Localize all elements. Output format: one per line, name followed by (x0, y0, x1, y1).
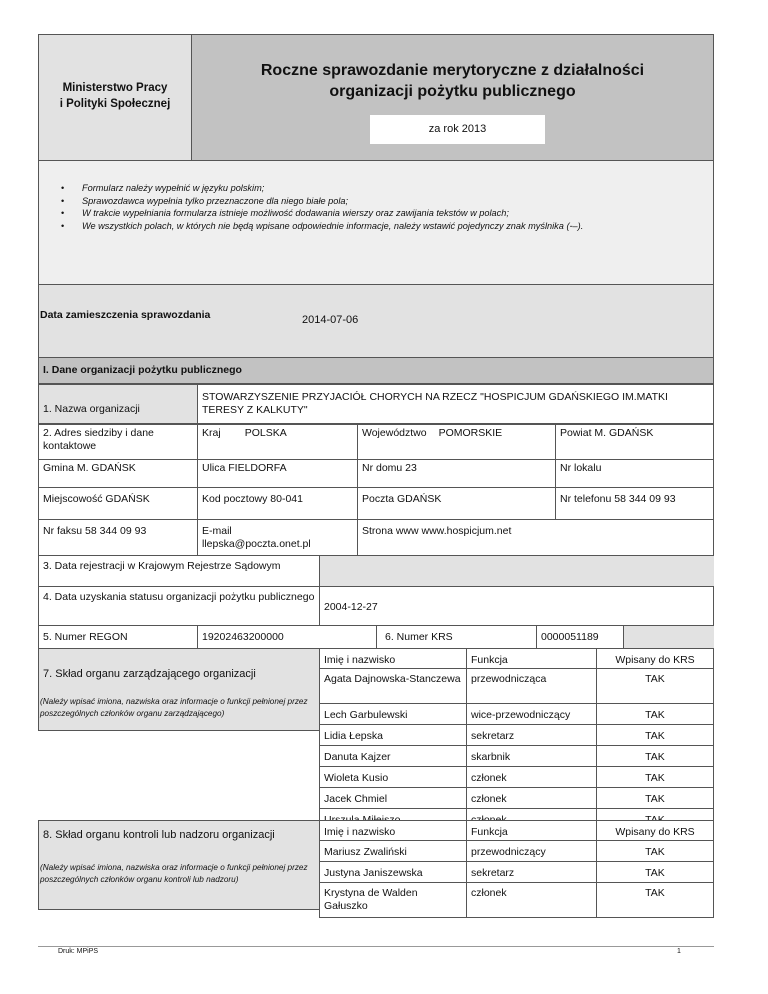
table-cell-krs[interactable]: TAK (596, 882, 714, 918)
org-name-value[interactable]: STOWARZYSZENIE PRZYJACIÓŁ CHORYCH NA RZECZ "HOSPICJUM GDAŃSKIEGO IM.MATKI TERESY Z KALKUTY" (197, 384, 714, 424)
table-cell-role[interactable]: przewodniczący (466, 840, 597, 862)
table-cell-krs[interactable]: TAK (596, 787, 714, 809)
table-cell-name[interactable]: Jacek Chmiel (319, 787, 467, 809)
krs-number-value[interactable]: 0000051189 (536, 625, 624, 649)
street-field[interactable]: Ulica FIELDORFA (197, 459, 358, 488)
regon-value[interactable]: 19202463200000 (197, 625, 377, 649)
table-header-cell: Wpisany do KRS (596, 648, 714, 669)
krs-number-label: 6. Numer KRS (376, 625, 537, 649)
table-cell-krs[interactable]: TAK (596, 745, 714, 767)
instructions-list (39, 182, 709, 232)
table-cell-krs[interactable]: TAK (596, 840, 714, 862)
table-cell-name[interactable]: Mariusz Zwaliński (319, 840, 467, 862)
commune-field[interactable]: Gmina M. GDAŃSK (38, 459, 198, 488)
publication-box (38, 284, 714, 358)
table-cell-role[interactable]: członek (466, 882, 597, 918)
opp-status-value[interactable]: 2004-12-27 (319, 586, 714, 626)
supervision-note: (Należy wpisać imiona, nazwiska oraz informacje o funkcji pełnionej przez poszczególnych członków organu kontroli lub nadzoru) (40, 863, 308, 884)
board-note: (Należy wpisać imiona, nazwiska oraz informacje o funkcji pełnionej przez poszczególnych członków organu zarządzającego) (40, 697, 308, 718)
table-header-cell: Wpisany do KRS (596, 820, 714, 841)
instruction-item: • We wszystkich polach, w których nie będą wpisane odpowiednie informacje, należy wstawić pojedynczy znak myślnika (-–). (39, 220, 709, 233)
table-cell-krs[interactable]: TAK (596, 703, 714, 725)
address-label: 2. Adres siedziby i dane kontaktowe (38, 424, 198, 460)
table-cell-name[interactable]: Danuta Kajzer (319, 745, 467, 767)
table-cell-role[interactable]: sekretarz (466, 724, 597, 746)
footer-rule (38, 946, 714, 947)
county-field[interactable]: Powiat M. GDAŃSK (555, 424, 714, 460)
table-header-cell: Funkcja (466, 648, 597, 669)
website-field[interactable]: Strona www www.hospicjum.net (357, 519, 714, 556)
table-cell-name[interactable]: Wioleta Kusio (319, 766, 467, 788)
phone-field[interactable]: Nr telefonu 58 344 09 93 (555, 487, 714, 520)
org-name-label: 1. Nazwa organizacji (38, 384, 198, 424)
table-cell-role[interactable]: przewodnicząca (466, 668, 597, 704)
report-title: Roczne sprawozdanie merytoryczne z działalności organizacji pożytku publicznego (260, 62, 645, 100)
country-field[interactable]: Kraj POLSKA (197, 424, 358, 460)
table-cell-krs[interactable]: TAK (596, 766, 714, 788)
section-1-title: I. Dane organizacji pożytku publicznego (38, 357, 714, 384)
table-cell-role[interactable]: sekretarz (466, 861, 597, 883)
table-cell-name[interactable]: Krystyna de Walden Gałuszko (319, 882, 467, 918)
table-cell-role[interactable]: skarbnik (466, 745, 597, 767)
board-label: 7. Skład organu zarządzającego organizacji (43, 668, 256, 680)
ministry-name: Ministerstwo Pracy i Polityki Społecznej (59, 82, 171, 110)
supervision-label: 8. Skład organu kontroli lub nadzoru organizacji (43, 829, 275, 841)
publication-date-label: Data zamieszczenia sprawozdania (40, 309, 211, 321)
table-cell-name[interactable]: Lech Garbulewski (319, 703, 467, 725)
table-cell-krs[interactable]: TAK (596, 668, 714, 704)
apartment-number-field[interactable]: Nr lokalu (555, 459, 714, 488)
report-year-field[interactable]: za rok 2013 (370, 115, 545, 144)
table-cell-name[interactable]: Justyna Janiszewska (319, 861, 467, 883)
table-cell-role[interactable]: wice-przewodniczący (466, 703, 597, 725)
page-number: 1 (677, 948, 681, 955)
instruction-item: • W trakcie wypełniania formularza istnieje możliwość dodawania wierszy oraz zawijania tekstów w polach; (39, 207, 709, 220)
email-field[interactable]: E-mail llepska@poczta.onet.pl (197, 519, 358, 556)
postal-code-field[interactable]: Kod pocztowy 80-041 (197, 487, 358, 520)
publication-date-value[interactable]: 2014-07-06 (302, 314, 359, 326)
table-cell-name[interactable]: Lidia Łepska (319, 724, 467, 746)
post-office-field[interactable]: Poczta GDAŃSK (357, 487, 556, 520)
table-header-cell: Imię i nazwisko (319, 648, 467, 669)
voivodeship-field[interactable]: Województwo POMORSKIE (357, 424, 556, 460)
fax-field[interactable]: Nr faksu 58 344 09 93 (38, 519, 198, 556)
krs-registration-value[interactable] (320, 556, 714, 586)
table-cell-krs[interactable]: TAK (596, 724, 714, 746)
krs-registration-label: 3. Data rejestracji w Krajowym Rejestrze Sądowym (38, 555, 320, 587)
table-header-cell: Funkcja (466, 820, 597, 841)
regon-label: 5. Numer REGON (38, 625, 198, 649)
table-cell-role[interactable]: członek (466, 787, 597, 809)
print-label: Druk: MPiPS (58, 948, 99, 955)
opp-status-label: 4. Data uzyskania statusu organizacji pożytku publicznego (38, 586, 320, 626)
table-cell-role[interactable]: członek (466, 766, 597, 788)
house-number-field[interactable]: Nr domu 23 (357, 459, 556, 488)
instruction-item: • Formularz należy wypełnić w języku polskim; (39, 182, 709, 195)
table-header-cell: Imię i nazwisko (319, 820, 467, 841)
instruction-item: • Sprawozdawca wypełnia tylko przeznaczone dla niego białe pola; (39, 195, 709, 208)
table-cell-krs[interactable]: TAK (596, 861, 714, 883)
table-cell-name[interactable]: Agata Dajnowska-Stanczewa (319, 668, 467, 704)
city-field[interactable]: Miejscowość GDAŃSK (38, 487, 198, 520)
